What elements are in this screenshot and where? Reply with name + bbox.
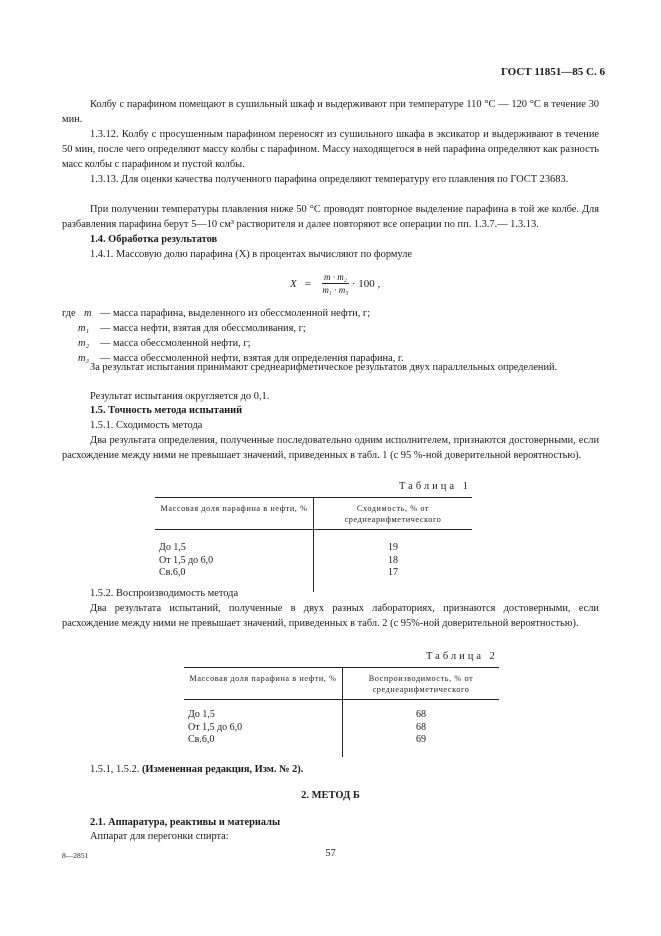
table-1 (155, 497, 472, 592)
formula-factor: · 100 , (351, 277, 381, 290)
table-cell: Св.6,0 (184, 734, 343, 757)
definition-row (62, 306, 599, 321)
definition-row (62, 321, 599, 336)
variable-symbol: m₂ (78, 338, 90, 349)
variable-symbol: m₃ (78, 353, 90, 364)
paragraph-1-3-13: 1.3.13. Для оценки качества полученного парафина определяют температуру его плавления по ГОСТ 23683. (90, 174, 569, 185)
paragraph-1-5-2: 1.5.2. Воспроизводимость метода (90, 588, 239, 599)
table-cell: 68 (416, 709, 426, 720)
table-1-caption: Таблица 1 (399, 481, 471, 492)
table-row (155, 555, 472, 568)
paragraph: Два результата определения, полученные последовательно одним исполнителем, признаются достоверными, если расхождение между ними не превышает значений, приведенных в табл. 1 (с 95 %-ной доверительной вероятностью). (62, 435, 599, 461)
table-1-header-repeatability: Сходимость, % от среднеарифметического (344, 504, 442, 524)
formula-fraction (322, 272, 349, 295)
table-cell: 18 (388, 554, 398, 566)
definition-row (62, 336, 599, 351)
table-2 (184, 667, 499, 757)
variable-symbol: m₁ (78, 323, 90, 334)
table-cell: До 1,5 (155, 530, 314, 555)
table-cell: От 1,5 до 6,0 (155, 555, 314, 568)
section-heading-1-4: 1.4. Обработка результатов (90, 234, 218, 245)
section-title-method-b: 2. МЕТОД Б (301, 790, 360, 801)
table-cell: 17 (388, 567, 398, 578)
table-1-header-share: Массовая доля парафина в нефти, % (155, 498, 314, 530)
paragraph: При получении температуры плавления ниже 50 °С проводят повторное выделение парафина в той же колбе. Для разбавления парафина берут 5—10 см³ растворителя и далее повторяют все операции по пп. 1.3.7.— 1.3.13. (62, 204, 599, 230)
table-row (184, 734, 499, 757)
section-heading-2-1: 2.1. Аппаратура, реактивы и материалы (90, 817, 281, 828)
section-heading-1-5: 1.5. Точность метода испытаний (90, 405, 243, 416)
variable-description: — масса нефти, взятая для обессмоливания, г; (100, 323, 306, 334)
paragraph: За результат испытания принимают среднеарифметическое результатов двух параллельных определений. (90, 362, 558, 373)
table-cell: Св.6,0 (155, 567, 314, 592)
amendment-items: 1.5.1, 1.5.2. (90, 764, 142, 775)
table-cell: 68 (416, 721, 426, 733)
page-number: 57 (325, 848, 336, 859)
variable-symbol: m (84, 308, 92, 319)
where-prefix: где (62, 308, 76, 319)
paragraph-1-4-1: 1.4.1. Массовую долю парафина (X) в процентах вычисляют по формуле (90, 249, 413, 260)
paragraph: Колбу с парафином помещают в сушильный шкаф и выдерживают при температуре 110 °С — 120 °С в течение 30 мин. (62, 99, 599, 125)
variable-definitions (62, 306, 599, 366)
table-2-caption: Таблица 2 (426, 651, 498, 662)
amendment-text: (Измененная редакция, Изм. № 2). (141, 764, 304, 775)
variable-description: — масса обессмоленной нефти, г; (100, 338, 251, 349)
variable-description: — масса обессмоленной нефти, взятая для определения парафина, г. (100, 353, 404, 364)
table-row (184, 700, 499, 722)
paragraph: Аппарат для перегонки спирта: (90, 831, 229, 842)
formula-numerator: m · m₂ (323, 272, 347, 282)
paragraph-1-5-1: 1.5.1. Сходимость метода (90, 420, 203, 431)
paragraph: Результат испытания округляется до 0,1. (90, 391, 270, 402)
table-cell: 69 (416, 734, 426, 745)
amendment-note (62, 762, 599, 777)
paragraph: Два результата испытаний, полученные в двух разных лабораториях, признаются достоверными, если расхождение между ними не превышает значений, приведенных в табл. 2 (с 95%-ной доверительной вероятностью). (62, 603, 599, 629)
formula-equals: = (304, 277, 311, 290)
standard-header: ГОСТ 11851—85 С. 6 (500, 66, 605, 78)
table-cell: До 1,5 (184, 700, 343, 722)
table-cell: От 1,5 до 6,0 (184, 722, 343, 735)
formula-lhs: X (290, 277, 297, 290)
paragraph-1-3-12: 1.3.12. Колбу с просушенным парафином переносят из сушильного шкафа в эксикатор и выдерживают в течение 50 мин, после чего определяют массу колбы с парафином. Массу находящегося в ней парафина определяют как разность масс колбы с парафином и пустой колбы. (62, 129, 599, 170)
table-2-header-reproducibility: Воспроизводимость, % от среднеарифметического (368, 674, 474, 694)
table-row (184, 722, 499, 735)
table-row (155, 530, 472, 555)
variable-description: — масса парафина, выделенного из обессмоленной нефти, г; (100, 308, 371, 319)
paraffin-formula (290, 272, 380, 295)
table-cell: 19 (388, 542, 398, 553)
formula-denominator: m₁ · m₃ (322, 285, 349, 295)
print-mark: 8—2851 (62, 851, 89, 860)
table-2-header-share: Массовая доля парафина в нефти, % (184, 668, 343, 700)
